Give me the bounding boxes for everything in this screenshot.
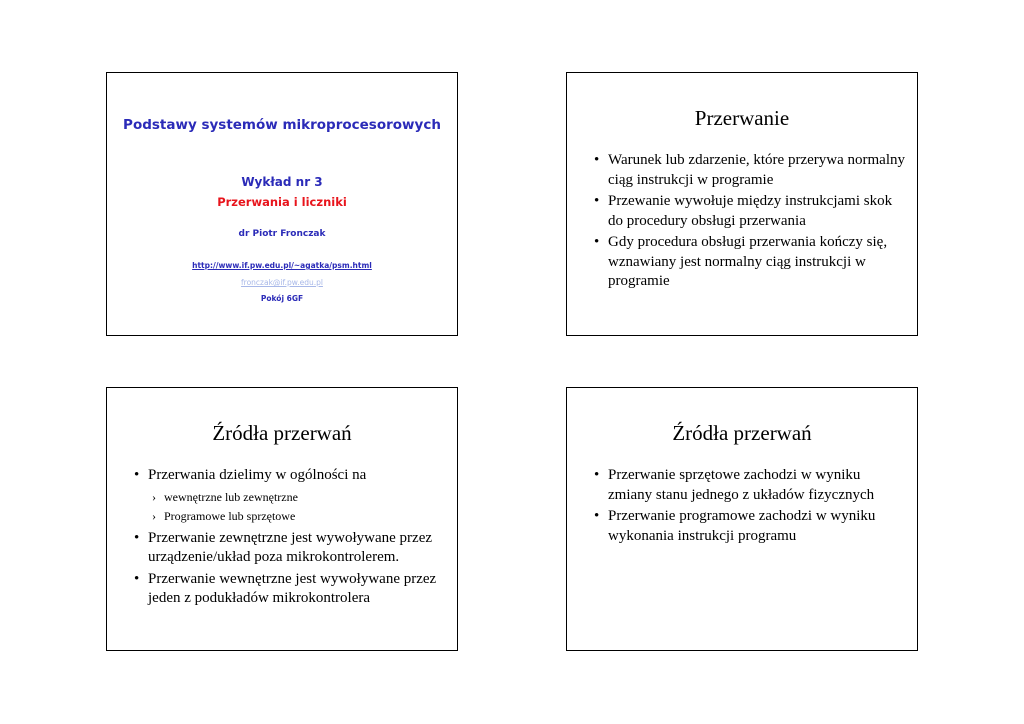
slide-heading: Źródła przerwań [672,421,812,445]
bullet-item: • Przewanie wywołuje między instrukcjami skok do procedury obsługi przerwania [594,192,907,231]
bullet-item: • Przerwanie programowe zachodzi w wyniku wykonania instrukcji programu [594,507,907,546]
author-name: dr Piotr Fronczak [238,229,326,239]
slide-zrodla-przerwan-1 [106,387,458,651]
sub-bullet-list [148,488,447,527]
slide-heading: Przerwanie [694,106,790,130]
bullet-item: • Warunek lub zdarzenie, które przerywa normalny ciąg instrukcji w programie [594,151,907,190]
bullet-item: • Przerwanie sprzętowe zachodzi w wyniku zmiany stanu jednego z układów fizycznych [594,466,907,505]
sub-bullet-item: › wewnętrzne lub zewnętrzne [148,488,447,508]
slide-heading: Źródła przerwań [212,421,352,445]
bullet-item: • Przerwanie wewnętrzne jest wywoływane przez jeden z podukładów mikrokontrolera [134,570,447,609]
bullet-item: • Gdy procedura obsługi przerwania kończy się, wznawiany jest normalny ciąg instrukcji w programie [594,233,907,292]
slide-zrodla-przerwan-2 [566,387,918,651]
bullet-item: • Przerwanie zewnętrzne jest wywoływane przez urządzenie/układ poza mikrokontrolerem. [134,529,447,568]
bullet-list [134,466,447,611]
slide-title [106,72,458,336]
bullet-list [594,151,907,294]
email-link[interactable]: fronczak@if.pw.edu.pl [241,278,323,287]
bullet-list [594,466,907,548]
room-number: Pokój 6GF [260,294,304,303]
course-title: Podstawy systemów mikroprocesorowych [123,117,441,133]
bullet-text: Przerwania dzielimy w ogólności na [148,467,367,483]
bullet-item [134,466,447,527]
course-url-link[interactable]: http://www.if.pw.edu.pl/~agatka/psm.html [192,261,372,270]
lecture-topic: Przerwania i liczniki [217,195,347,209]
slide-przerwanie [566,72,918,336]
lecture-number: Wykład nr 3 [241,175,323,189]
sub-bullet-item: › Programowe lub sprzętowe [148,507,447,527]
